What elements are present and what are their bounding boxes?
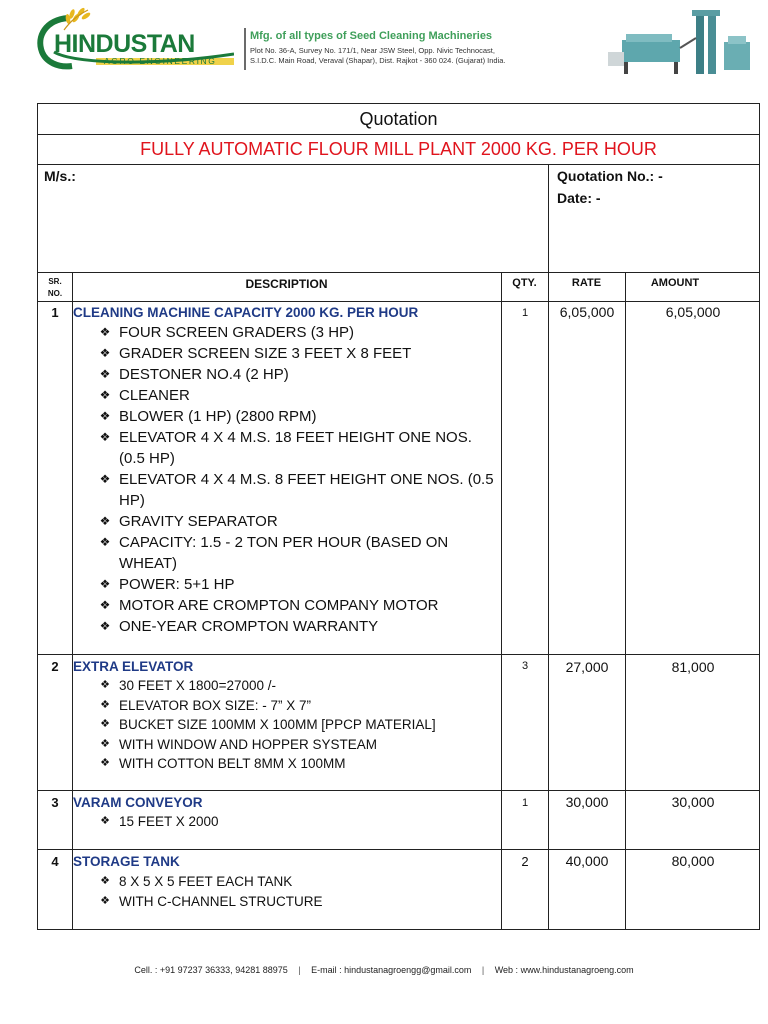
item-details	[98, 812, 498, 832]
seed-cleaning-machine-image	[604, 8, 754, 78]
customer-label: M/s.:	[44, 168, 76, 184]
header-amount: AMOUNT	[650, 277, 700, 289]
footer-web[interactable]: Web : www.hindustanagroeng.com	[494, 965, 634, 975]
item-amount: 30,000	[671, 794, 715, 810]
quotation-number-label: Quotation No.: -	[557, 168, 663, 184]
header-qty: QTY.	[512, 277, 537, 289]
list-item: ❖ MOTOR ARE CROMPTON COMPANY MOTOR	[99, 597, 439, 614]
letterhead	[0, 0, 768, 90]
list-item: ❖ ELEVATOR 4 X 4 M.S. 8 FEET HEIGHT ONE NOS. (0.5 HP)	[99, 471, 494, 509]
diamond-bullet-icon: ❖	[100, 718, 110, 730]
item-qty: 1	[521, 307, 529, 319]
item-rate: 30,000	[565, 794, 609, 810]
list-item: ❖ POWER: 5+1 HP	[99, 576, 235, 593]
row-divider	[38, 849, 759, 850]
diamond-bullet-icon: ❖	[99, 472, 111, 486]
footer-cell: Cell. : +91 97237 36333, 94281 88975	[134, 965, 288, 975]
document-title: Quotation	[38, 104, 759, 135]
item-sr-no: 3	[51, 795, 59, 810]
info-divider	[38, 272, 759, 273]
document-heading: FULLY AUTOMATIC FLOUR MILL PLANT 2000 KG. PER HOUR	[38, 134, 759, 165]
diamond-bullet-icon: ❖	[99, 535, 111, 549]
list-item: ❖ BLOWER (1 HP) (2800 RPM)	[99, 408, 317, 425]
item-rate: 40,000	[565, 853, 609, 869]
item-title: CLEANING MACHINE CAPACITY 2000 KG. PER HOUR	[73, 305, 419, 320]
list-item: ❖ GRAVITY SEPARATOR	[99, 513, 278, 530]
list-item: ❖ 30 FEET X 1800=27000 /-	[98, 676, 498, 696]
list-item: ❖ BUCKET SIZE 100MM X 100MM [PPCP MATERIAL]	[98, 715, 498, 735]
quotation-date-label: Date: -	[557, 190, 601, 206]
item-details	[98, 676, 498, 774]
diamond-bullet-icon: ❖	[99, 514, 111, 528]
item-sr-no: 1	[51, 305, 59, 320]
list-item: ❖ WITH C-CHANNEL STRUCTURE	[98, 892, 498, 912]
row-divider	[38, 790, 759, 791]
diamond-bullet-icon: ❖	[99, 577, 111, 591]
brand-subtitle: AGRO ENGINEERING	[104, 56, 217, 66]
header-sr-line1: SR.	[48, 277, 62, 286]
diamond-bullet-icon: ❖	[99, 598, 111, 612]
list-item: ❖ WITH WINDOW AND HOPPER SYSTEAM	[98, 735, 498, 755]
list-item: ❖ ELEVATOR 4 X 4 M.S. 18 FEET HEIGHT ONE NOS. (0.5 HP)	[99, 429, 472, 467]
header-sr	[38, 276, 72, 300]
item-rate: 27,000	[565, 659, 609, 675]
diamond-bullet-icon: ❖	[99, 367, 111, 381]
col-divider-sr	[72, 272, 73, 930]
item-sr-no: 4	[51, 854, 59, 869]
company-tagline: Mfg. of all types of Seed Cleaning Machineries	[250, 30, 493, 42]
diamond-bullet-icon: ❖	[99, 388, 111, 402]
address-line-1: Plot No. 36-A, Survey No. 171/1, Near JSW Steel, Opp. Nivic Technocast,	[250, 46, 495, 55]
footer-email[interactable]: E-mail : hindustanagroengg@gmail.com	[311, 965, 472, 975]
address-line-2: S.I.D.C. Main Road, Veraval (Shapar), Dist. Rajkot - 360 024. (Gujarat) India.	[250, 56, 506, 65]
diamond-bullet-icon: ❖	[100, 894, 110, 907]
diamond-bullet-icon: ❖	[99, 325, 111, 339]
list-item: ❖ WITH COTTON BELT 8MM X 100MM	[98, 754, 498, 774]
item-title: EXTRA ELEVATOR	[73, 659, 194, 674]
diamond-bullet-icon: ❖	[100, 815, 110, 827]
header-sr-line2: NO.	[47, 289, 63, 298]
diamond-bullet-icon: ❖	[100, 757, 110, 769]
diamond-bullet-icon: ❖	[99, 409, 111, 423]
list-item: ❖ CLEANER	[99, 387, 190, 404]
list-item: ❖ DESTONER NO.4 (2 HP)	[99, 366, 289, 383]
header-divider	[38, 301, 759, 302]
item-amount: 81,000	[671, 659, 715, 675]
item-title: STORAGE TANK	[73, 854, 180, 869]
item-rate: 6,05,000	[559, 304, 615, 320]
list-item: ❖ ONE-YEAR CROMPTON WARRANTY	[99, 618, 379, 635]
diamond-bullet-icon: ❖	[100, 875, 110, 887]
item-sr-no: 2	[51, 659, 59, 674]
header-description: DESCRIPTION	[245, 277, 328, 291]
diamond-bullet-icon: ❖	[99, 430, 111, 444]
diamond-bullet-icon: ❖	[100, 737, 110, 750]
item-qty: 1	[521, 797, 529, 809]
quotation-document	[37, 103, 760, 930]
page-footer	[0, 965, 768, 975]
list-item: ❖ GRADER SCREEN SIZE 3 FEET X 8 FEET	[99, 345, 412, 362]
col-divider-desc	[501, 272, 502, 930]
quotation-info-box	[548, 164, 761, 272]
diamond-bullet-icon: ❖	[100, 679, 110, 691]
item-details	[98, 322, 498, 637]
footer-separator: |	[481, 965, 485, 975]
list-item: ❖ CAPACITY: 1.5 - 2 TON PER HOUR (BASED ON WHEAT)	[99, 534, 449, 572]
brand-name: HINDUSTAN	[54, 30, 195, 58]
list-item: ❖ 8 X 5 X 5 FEET EACH TANK	[98, 872, 498, 892]
col-divider-rate	[625, 272, 626, 930]
footer-separator: |	[298, 965, 301, 975]
company-logo	[34, 6, 234, 72]
col-divider-qty	[548, 272, 549, 930]
diamond-bullet-icon: ❖	[100, 698, 110, 711]
item-amount: 80,000	[671, 853, 715, 869]
item-qty: 2	[521, 854, 529, 869]
item-details	[98, 872, 498, 911]
item-title: VARAM CONVEYOR	[73, 795, 203, 810]
list-item: ❖ FOUR SCREEN GRADERS (3 HP)	[99, 324, 355, 341]
company-address	[250, 46, 506, 66]
letterhead-divider	[244, 28, 246, 70]
item-amount: 6,05,000	[665, 304, 721, 320]
list-item: ❖ ELEVATOR BOX SIZE: - 7” X 7”	[98, 696, 498, 716]
list-item: ❖ 15 FEET X 2000	[98, 812, 498, 832]
row-divider	[38, 654, 759, 655]
header-rate: RATE	[571, 277, 602, 289]
item-qty: 3	[521, 660, 529, 672]
diamond-bullet-icon: ❖	[99, 346, 111, 360]
diamond-bullet-icon: ❖	[99, 619, 111, 633]
